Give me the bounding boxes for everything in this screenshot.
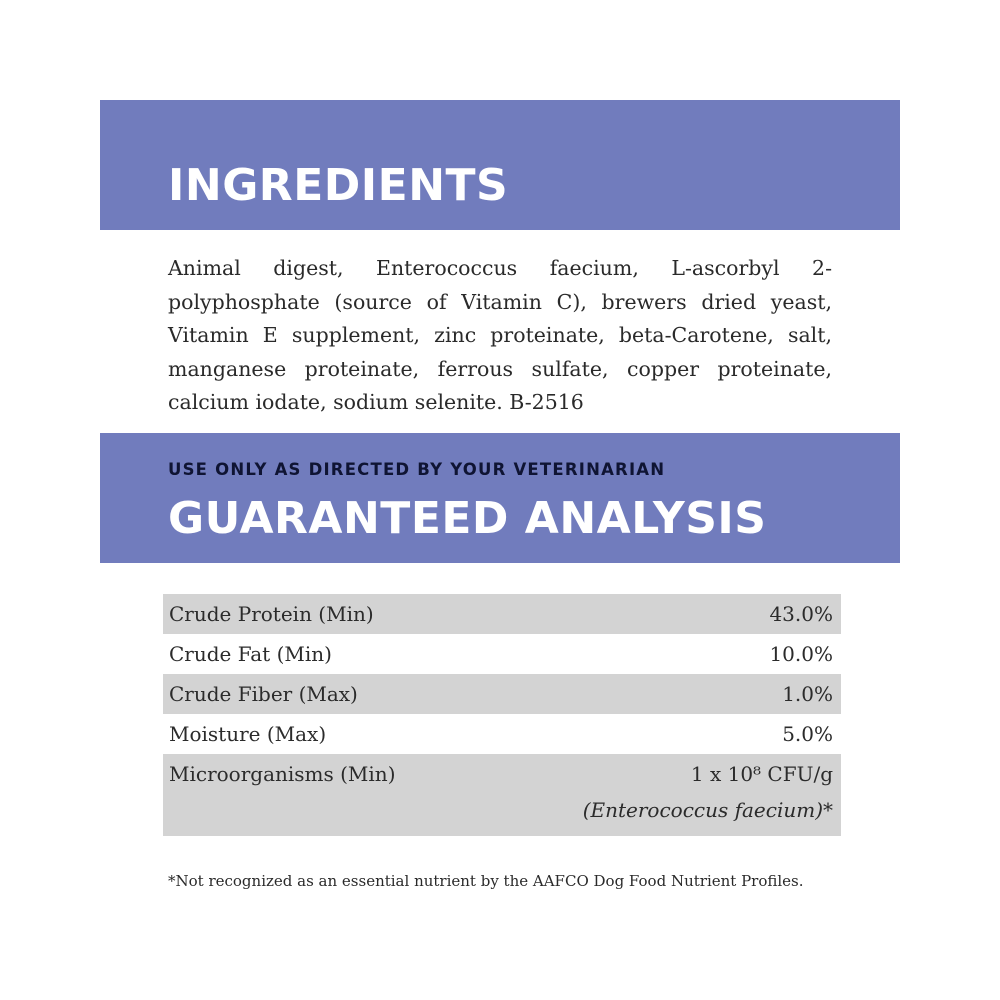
- analysis-title: GUARANTEED ANALYSIS: [168, 493, 767, 544]
- row-label: Crude Fat (Min): [169, 642, 332, 666]
- table-row: [163, 714, 841, 754]
- ingredients-list: Animal digest, Enterococcus faecium, L-ascorbyl 2-polyphosphate (source of Vitamin C), brewers dried yeast, Vitamin E supplement, zinc proteinate, beta-Carotene, salt, manganese proteinate, ferrous sulfate, copper proteinate, calcium iodate, sodium selenite. B-2516: [168, 256, 832, 414]
- table-row: [163, 634, 841, 674]
- row-value: 5.0%: [782, 722, 833, 746]
- row-label: Crude Protein (Min): [169, 602, 374, 626]
- analysis-header-band: [100, 433, 900, 563]
- table-row: [163, 594, 841, 634]
- row-label: Moisture (Max): [169, 722, 327, 746]
- row-value: 1.0%: [782, 682, 833, 706]
- row-value: 10.0%: [769, 642, 833, 666]
- footnote: *Not recognized as an essential nutrient by the AAFCO Dog Food Nutrient Profiles.: [168, 872, 804, 890]
- row-label: Microorganisms (Min): [169, 762, 396, 786]
- row-value: 1 x 10⁸ CFU/g: [690, 762, 833, 786]
- veterinarian-notice: USE ONLY AS DIRECTED BY YOUR VETERINARIAN: [168, 460, 666, 479]
- row-label: Crude Fiber (Max): [169, 682, 358, 706]
- row-value: 43.0%: [769, 602, 833, 626]
- guaranteed-analysis-table: [163, 594, 841, 836]
- ingredients-header-band: [100, 100, 900, 230]
- table-row: [163, 674, 841, 714]
- table-row: [163, 754, 841, 836]
- ingredients-title: INGREDIENTS: [168, 160, 509, 211]
- row-note: (Enterococcus faecium)*: [582, 798, 833, 822]
